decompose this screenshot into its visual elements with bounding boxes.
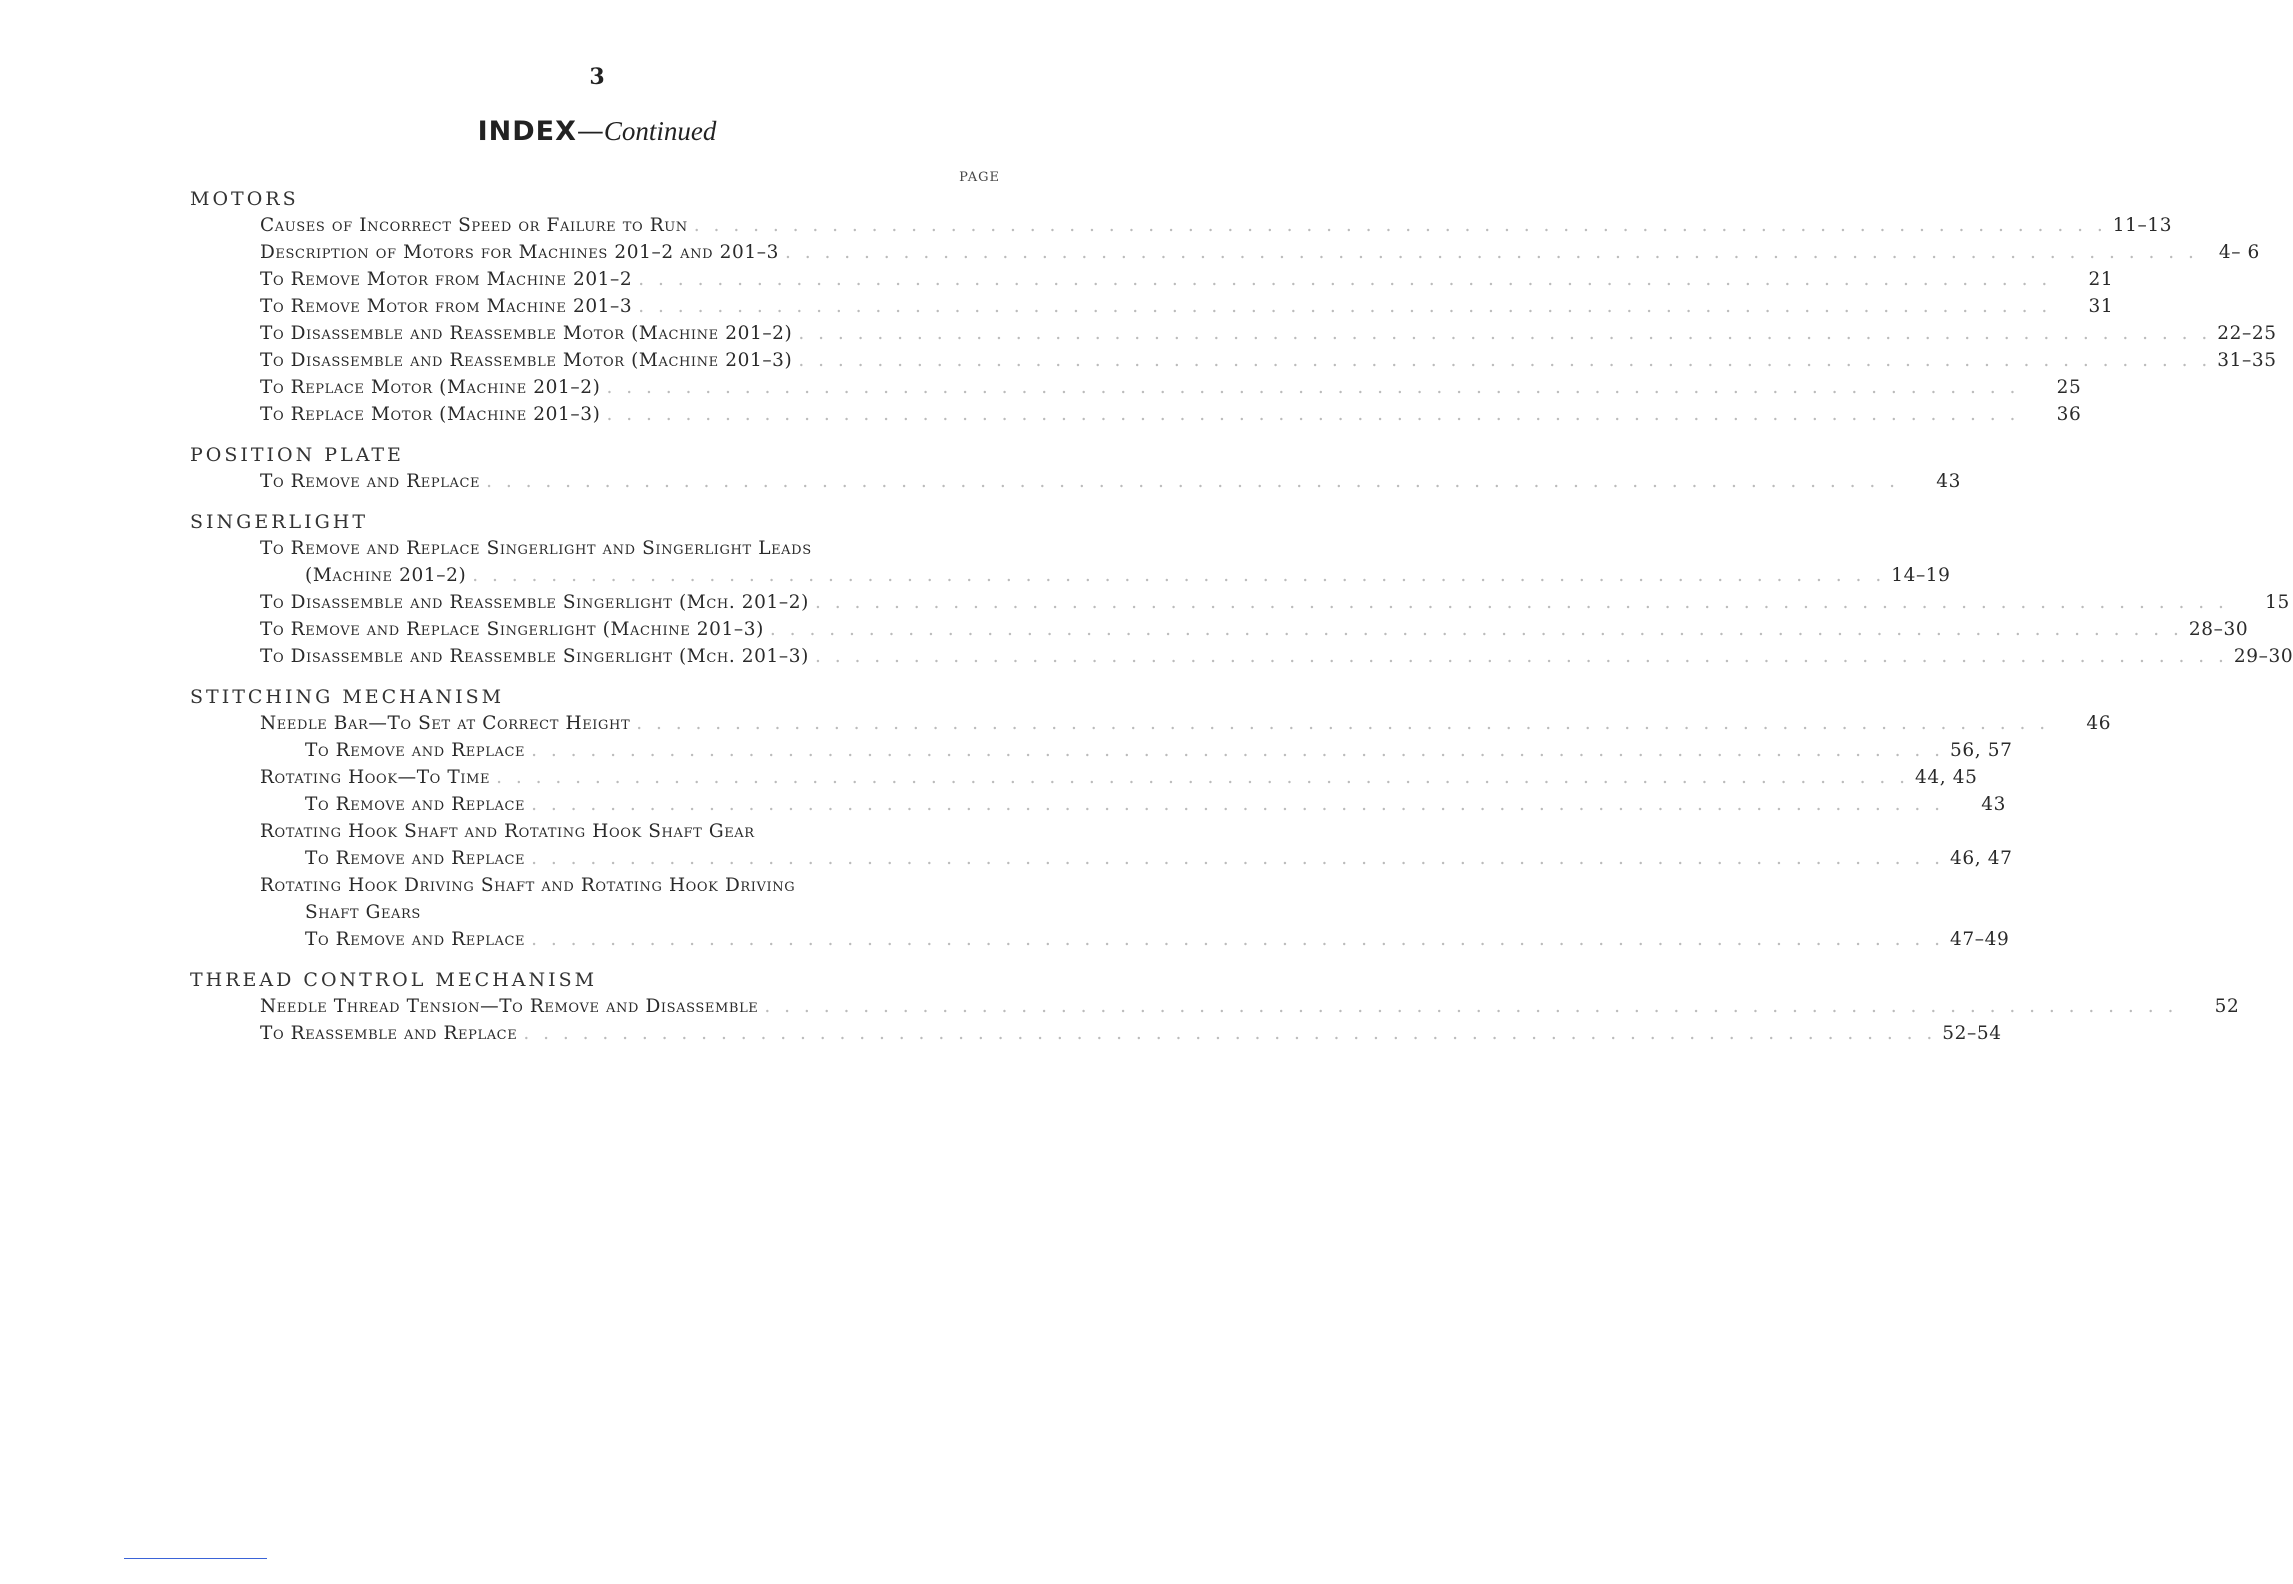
entry-label: To Disassemble and Reassemble Motor (Machine 201–2) <box>260 323 793 344</box>
entry-page: 21 <box>2088 269 2114 290</box>
entry-label: To Replace Motor (Machine 201–3) <box>260 404 601 425</box>
entry-label: Causes of Incorrect Speed or Failure to Run <box>260 215 688 236</box>
dot-leader: . . . . . . . . . . . . . . . . . . . . . . . . . . . . . . . . . . . . . . . . . . . . . . . . . . . . . . . . . . . . . . . . . . . . . . . . <box>606 377 2020 398</box>
dot-leader: . . . . . . . . . . . . . . . . . . . . . . . . . . . . . . . . . . . . . . . . . . . . . . . . . . . . . . . . . . . . . . . . . . . . . . . . <box>531 740 1945 761</box>
page-number: 3 <box>589 64 605 90</box>
index-entry <box>190 643 2293 670</box>
dot-leader: . . . . . . . . . . . . . . . . . . . . . . . . . . . . . . . . . . . . . . . . . . . . . . . . . . . . . . . . . . . . . . . . . . . . . . . . <box>638 269 2052 290</box>
dot-leader: . . . . . . . . . . . . . . . . . . . . . . . . . . . . . . . . . . . . . . . . . . . . . . . . . . . . . . . . . . . . . . . . . . . . . . . . <box>531 794 1945 815</box>
section-title: THREAD CONTROL MECHANISM <box>190 969 598 991</box>
entry-page: 36 <box>2056 404 2082 425</box>
index-entry <box>190 401 2082 428</box>
dot-leader: . . . . . . . . . . . . . . . . . . . . . . . . . . . . . . . . . . . . . . . . . . . . . . . . . . . . . . . . . . . . . . . . . . . . . . . . <box>523 1023 1937 1044</box>
dot-leader: . . . . . . . . . . . . . . . . . . . . . . . . . . . . . . . . . . . . . . . . . . . . . . . . . . . . . . . . . . . . . . . . . . . . . . . . <box>798 323 2212 344</box>
entry-label: To Remove and Replace <box>260 471 481 492</box>
entry-page: 15 <box>2265 592 2290 613</box>
entry-page: 28–30 <box>2188 619 2249 640</box>
section-title: STITCHING MECHANISM <box>190 686 505 708</box>
page-column-label: PAGE <box>959 170 1000 185</box>
index-entry <box>190 320 2277 347</box>
index-list <box>190 186 2293 1061</box>
entry-label: To Remove and Replace Singerlight (Machine 201–3) <box>260 619 764 640</box>
dot-leader: . . . . . . . . . . . . . . . . . . . . . . . . . . . . . . . . . . . . . . . . . . . . . . . . . . . . . . . . . . . . . . . . . . . . . . . . <box>496 767 1910 788</box>
entry-label: Shaft Gears <box>305 902 421 923</box>
entry-label: To Disassemble and Reassemble Singerlight (Mch. 201–2) <box>260 592 809 613</box>
index-entry <box>190 872 1000 899</box>
entry-label: To Remove and Replace <box>305 740 526 761</box>
title-main: INDEX <box>477 116 577 147</box>
entry-label: To Remove and Replace <box>305 929 526 950</box>
entry-label: Needle Thread Tension—To Remove and Disassemble <box>260 996 759 1017</box>
entry-label: To Reassemble and Replace <box>260 1023 518 1044</box>
entry-page: 47–49 <box>1950 929 2010 950</box>
dot-leader: . . . . . . . . . . . . . . . . . . . . . . . . . . . . . . . . . . . . . . . . . . . . . . . . . . . . . . . . . . . . . . . . . . . . . . . . <box>693 215 2107 236</box>
entry-label: To Replace Motor (Machine 201–2) <box>260 377 601 398</box>
entry-label: To Disassemble and Reassemble Singerlight (Mch. 201–3) <box>260 646 809 667</box>
dot-leader: . . . . . . . . . . . . . . . . . . . . . . . . . . . . . . . . . . . . . . . . . . . . . . . . . . . . . . . . . . . . . . . . . . . . . . . . <box>472 565 1886 586</box>
dot-leader: . . . . . . . . . . . . . . . . . . . . . . . . . . . . . . . . . . . . . . . . . . . . . . . . . . . . . . . . . . . . . . . . . . . . . . . . <box>531 848 1945 869</box>
index-entry <box>190 1020 2002 1047</box>
dot-leader: . . . . . . . . . . . . . . . . . . . . . . . . . . . . . . . . . . . . . . . . . . . . . . . . . . . . . . . . . . . . . . . . . . . . . . . . <box>531 929 1945 950</box>
entry-label: Description of Motors for Machines 201–2 and 201–3 <box>260 242 779 263</box>
entry-page: 56, 57 <box>1950 740 2013 761</box>
index-entry <box>190 899 1000 926</box>
index-entry <box>190 468 1962 495</box>
index-entry <box>190 293 2114 320</box>
index-entry <box>190 535 1000 562</box>
title-continued: Continued <box>603 116 717 146</box>
index-entry <box>190 764 1978 791</box>
dot-leader: . . . . . . . . . . . . . . . . . . . . . . . . . . . . . . . . . . . . . . . . . . . . . . . . . . . . . . . . . . . . . . . . . . . . . . . . <box>814 646 2228 667</box>
index-entry <box>190 239 2260 266</box>
index-entry <box>190 818 1000 845</box>
index-section <box>190 684 2112 953</box>
index-entry <box>190 737 2013 764</box>
index-entry <box>190 562 1951 589</box>
entry-page: 4– 6 <box>2218 242 2260 263</box>
dot-leader: . . . . . . . . . . . . . . . . . . . . . . . . . . . . . . . . . . . . . . . . . . . . . . . . . . . . . . . . . . . . . . . . . . . . . . . . <box>764 996 2178 1017</box>
entry-page: 31 <box>2088 296 2114 317</box>
dot-leader: . . . . . . . . . . . . . . . . . . . . . . . . . . . . . . . . . . . . . . . . . . . . . . . . . . . . . . . . . . . . . . . . . . . . . . . . <box>636 713 2050 734</box>
index-entry <box>190 710 2112 737</box>
entry-page: 22–25 <box>2217 323 2277 344</box>
section-title: MOTORS <box>190 188 299 210</box>
dot-leader: . . . . . . . . . . . . . . . . . . . . . . . . . . . . . . . . . . . . . . . . . . . . . . . . . . . . . . . . . . . . . . . . . . . . . . . . <box>814 592 2228 613</box>
page-title <box>0 116 1194 147</box>
entry-page: 46, 47 <box>1950 848 2013 869</box>
index-entry <box>190 589 2290 616</box>
entry-label: To Remove and Replace <box>305 794 526 815</box>
dot-leader: . . . . . . . . . . . . . . . . . . . . . . . . . . . . . . . . . . . . . . . . . . . . . . . . . . . . . . . . . . . . . . . . . . . . . . . . <box>638 296 2052 317</box>
index-entry <box>190 791 2007 818</box>
entry-page: 25 <box>2056 377 2082 398</box>
index-entry <box>190 266 2114 293</box>
entry-page: 31–35 <box>2217 350 2277 371</box>
entry-page: 14–19 <box>1891 565 1951 586</box>
index-section <box>190 442 1962 495</box>
entry-page: 29–30 <box>2233 646 2293 667</box>
index-entry <box>190 212 2173 239</box>
entry-label: Rotating Hook—To Time <box>260 767 491 788</box>
footer-rule <box>124 1558 267 1559</box>
dot-leader: . . . . . . . . . . . . . . . . . . . . . . . . . . . . . . . . . . . . . . . . . . . . . . . . . . . . . . . . . . . . . . . . . . . . . . . . <box>798 350 2212 371</box>
index-entry <box>190 616 2249 643</box>
index-entry <box>190 374 2082 401</box>
entry-page: 52–54 <box>1942 1023 2002 1044</box>
index-section <box>190 509 2293 670</box>
dot-leader: . . . . . . . . . . . . . . . . . . . . . . . . . . . . . . . . . . . . . . . . . . . . . . . . . . . . . . . . . . . . . . . . . . . . . . . . <box>784 242 2198 263</box>
index-entry <box>190 926 2010 953</box>
index-section <box>190 186 2277 428</box>
entry-label: (Machine 201–2) <box>305 565 467 586</box>
entry-label: Rotating Hook Driving Shaft and Rotating Hook Driving <box>260 875 796 896</box>
entry-label: To Remove and Replace <box>305 848 526 869</box>
entry-label: To Remove Motor from Machine 201–2 <box>260 269 633 290</box>
index-entry <box>190 845 2013 872</box>
entry-page: 43 <box>1936 471 1962 492</box>
entry-page: 11–13 <box>2112 215 2173 236</box>
section-title: POSITION PLATE <box>190 444 404 466</box>
title-dash: — <box>576 116 604 147</box>
entry-label: Rotating Hook Shaft and Rotating Hook Shaft Gear <box>260 821 755 842</box>
dot-leader: . . . . . . . . . . . . . . . . . . . . . . . . . . . . . . . . . . . . . . . . . . . . . . . . . . . . . . . . . . . . . . . . . . . . . . . . <box>606 404 2020 425</box>
section-title: SINGERLIGHT <box>190 511 369 533</box>
entry-label: To Disassemble and Reassemble Motor (Machine 201–3) <box>260 350 793 371</box>
dot-leader: . . . . . . . . . . . . . . . . . . . . . . . . . . . . . . . . . . . . . . . . . . . . . . . . . . . . . . . . . . . . . . . . . . . . . . . . <box>486 471 1900 492</box>
index-entry <box>190 993 2240 1020</box>
index-section <box>190 967 2240 1047</box>
entry-page: 52 <box>2214 996 2240 1017</box>
entry-page: 44, 45 <box>1915 767 1978 788</box>
entry-label: To Remove Motor from Machine 201–3 <box>260 296 633 317</box>
index-entry <box>190 347 2277 374</box>
entry-label: Needle Bar—To Set at Correct Height <box>260 713 631 734</box>
dot-leader: . . . . . . . . . . . . . . . . . . . . . . . . . . . . . . . . . . . . . . . . . . . . . . . . . . . . . . . . . . . . . . . . . . . . . . . . <box>769 619 2183 640</box>
entry-page: 46 <box>2086 713 2112 734</box>
entry-label: To Remove and Replace Singerlight and Singerlight Leads <box>260 538 812 559</box>
entry-page: 43 <box>1981 794 2007 815</box>
